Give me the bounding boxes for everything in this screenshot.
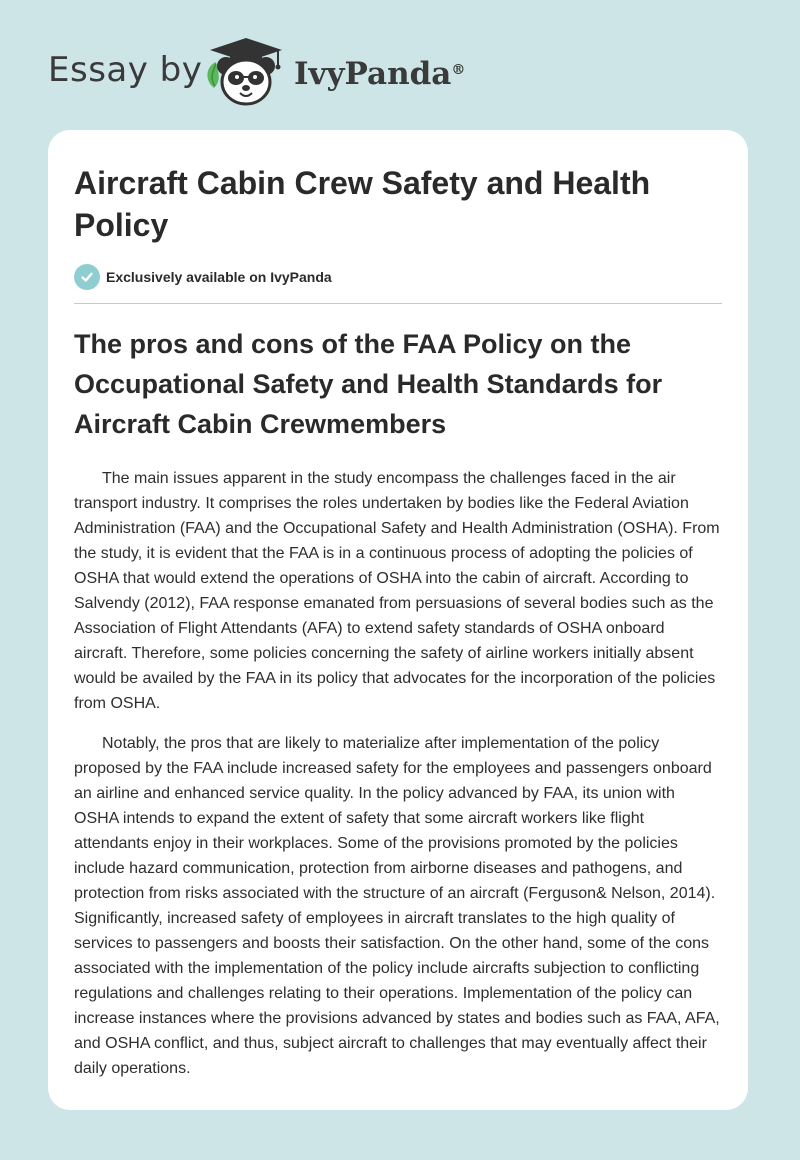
section-heading: The pros and cons of the FAA Policy on the Occupational Safety and Health Standards for Aircraft Cabin Crewmembers <box>74 329 663 439</box>
divider <box>74 303 722 304</box>
exclusive-badge <box>74 263 332 291</box>
essay-by-label: Essay by <box>48 50 203 90</box>
check-icon <box>74 264 100 290</box>
registered-mark: ® <box>451 62 466 78</box>
panda-graduate-icon[interactable] <box>200 36 288 108</box>
site-header <box>0 0 800 130</box>
paragraph: The main issues apparent in the study encompass the challenges faced in the air transport industry. It comprises the roles undertaken by bodies like the Federal Aviation Administration (FAA) and the Occupational Safety and Health Administration (OSHA). From the study, it is evident that the FAA is in a continuous process of adopting the policies of OSHA that would extend the operations of OSHA into the cabin of aircraft. According to Salvendy (2012), FAA response emanated from persuasions of several bodies such as the Association of Flight Attendants (AFA) to extend safety standards of OSHA onboard aircraft. Therefore, some policies concerning the safety of airline workers initially absent would be availed by the FAA in its policy that advocates for the incorporation of the policies from OSHA. <box>74 470 720 712</box>
page-title: Aircraft Cabin Crew Safety and Health Policy <box>74 165 651 243</box>
paragraph: Notably, the pros that are likely to materialize after implementation of the policy proposed by the FAA include increased safety for the employees and passengers onboard an airline and enhanced service quality. In the policy advanced by FAA, its union with OSHA intends to expand the extent of safety that some aircraft workers like flight attendants enjoy in their workplaces. Some of the provisions promoted by the policies include hazard communication, protection from airborne diseases and pathogens, and protection from risks associated with the structure of an aircraft (Ferguson& Nelson, 2014). Significantly, increased safety of employees in aircraft translates to the high quality of services to passengers and boosts their satisfaction. On the other hand, some of the cons associated with the implementation of the policy include aircrafts subjection to conflicting regulations and challenges relating to their operations. Implementation of the policy can increase instances where the provisions advanced by states and bodies such as FAA, AFA, and OSHA conflict, and thus, subject aircraft to challenges that may eventually affect their daily operations. <box>74 735 720 1077</box>
brand-logo-text[interactable] <box>294 54 465 94</box>
exclusive-badge-label: Exclusively available on IvyPanda <box>106 269 332 285</box>
brand-name: IvyPanda <box>294 56 452 92</box>
article-card <box>48 130 748 1110</box>
